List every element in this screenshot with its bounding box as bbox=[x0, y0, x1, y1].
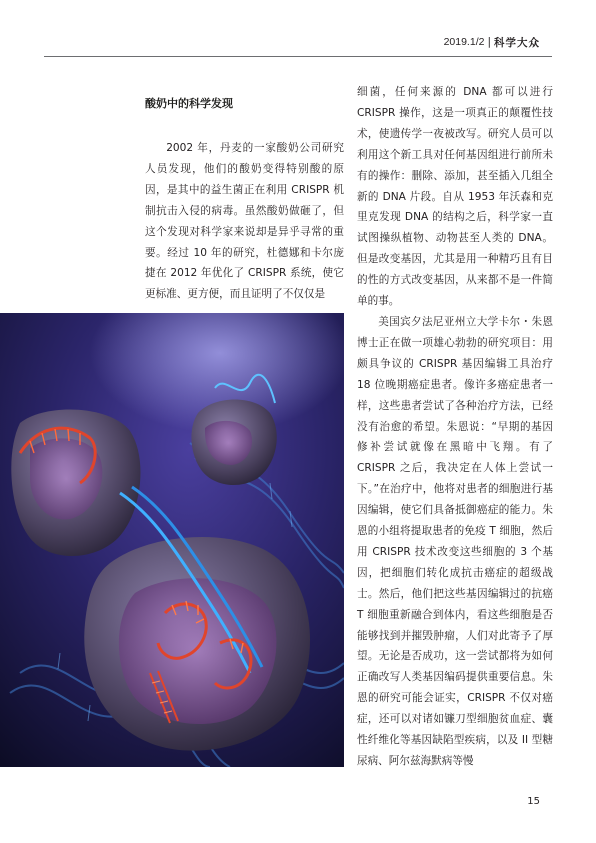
right-column bbox=[357, 82, 553, 772]
header-rule bbox=[44, 56, 552, 57]
left-column bbox=[145, 93, 344, 305]
running-header bbox=[444, 32, 540, 52]
body-paragraph: 美国宾夕法尼亚州立大学卡尔・朱恩博士正在做一项雄心勃勃的研究项目：用颇具争议的 CRISPR 基因编辑工具治疗 18 位晚期癌症患者。像许多癌症患者一样，这些患者尝试了各种治疗方法，已经没有治愈的希望。朱恩说：“早期的基因修补尝试就像在黑暗中飞翔。有了 CRISPR 之后，我决定在人体上尝试一下。”在治疗中，他将对患者的细胞进行基因编辑，使它们具备抵御癌症的能力。朱恩的小组将提取患者的免疫 T 细胞，然后用 CRISPR 技术改变这些细胞的 3 个基因，把细胞们转化成抗击癌症的超级战士。然后，他们把这些基因编辑过的抗癌 T 细胞重新融合到体内，看这些细胞是否能够找到并摧毁肿瘤，人们对此寄予了厚望。无论是否成功，这一尝试都将为如何正确改写人类基因编码提供重要信息。朱恩的研究可能会证实，CRISPR 不仅对癌症，还可以对诸如镰刀型细胞贫血症、囊性纤维化等基因缺陷型疾病，以及 II 型糖尿病、阿尔兹海默病等慢 bbox=[357, 315, 553, 767]
page-number: 15 bbox=[527, 796, 540, 807]
section-title: 酸奶中的科学发现 bbox=[145, 97, 233, 110]
magazine-brand: 科学大众 bbox=[494, 36, 540, 49]
header-separator: | bbox=[487, 36, 491, 48]
issue-date: 2019.1/2 bbox=[443, 36, 485, 48]
body-paragraph-continued: 细菌，任何来源的 DNA 都可以进行 CRISPR 操作，这是一项真正的颠覆性技术，使遗传学一夜被改写。研究人员可以利用这个新工具对任何基因组进行前所未有的操作：删除、添加，甚至插入几组全新的 DNA 片段。自从 1953 年沃森和克里克发现 DNA 的结构之后，科学家一直试图操纵植物、动物甚至人类的 DNA。但是改变基因，尤其是用一种精巧且有目的性的方式改变基因，从来都不是一件简单的事。 bbox=[357, 86, 553, 308]
crispr-illustration bbox=[0, 313, 344, 767]
crispr-dna-image bbox=[0, 313, 344, 767]
body-paragraph: 2002 年，丹麦的一家酸奶公司研究人员发现，他们的酸奶变得特别酸的原因，是其中的益生菌正在利用 CRISPR 机制抗击入侵的病毒。虽然酸奶做砸了，但这个发现对科学家来说却是异乎寻常的重要。经过 10 年的研究，杜德娜和卡尔庞捷在 2012 年优化了 CRISPR 系统，使它更标准、更方便，而且证明了不仅仅是 bbox=[145, 142, 344, 301]
